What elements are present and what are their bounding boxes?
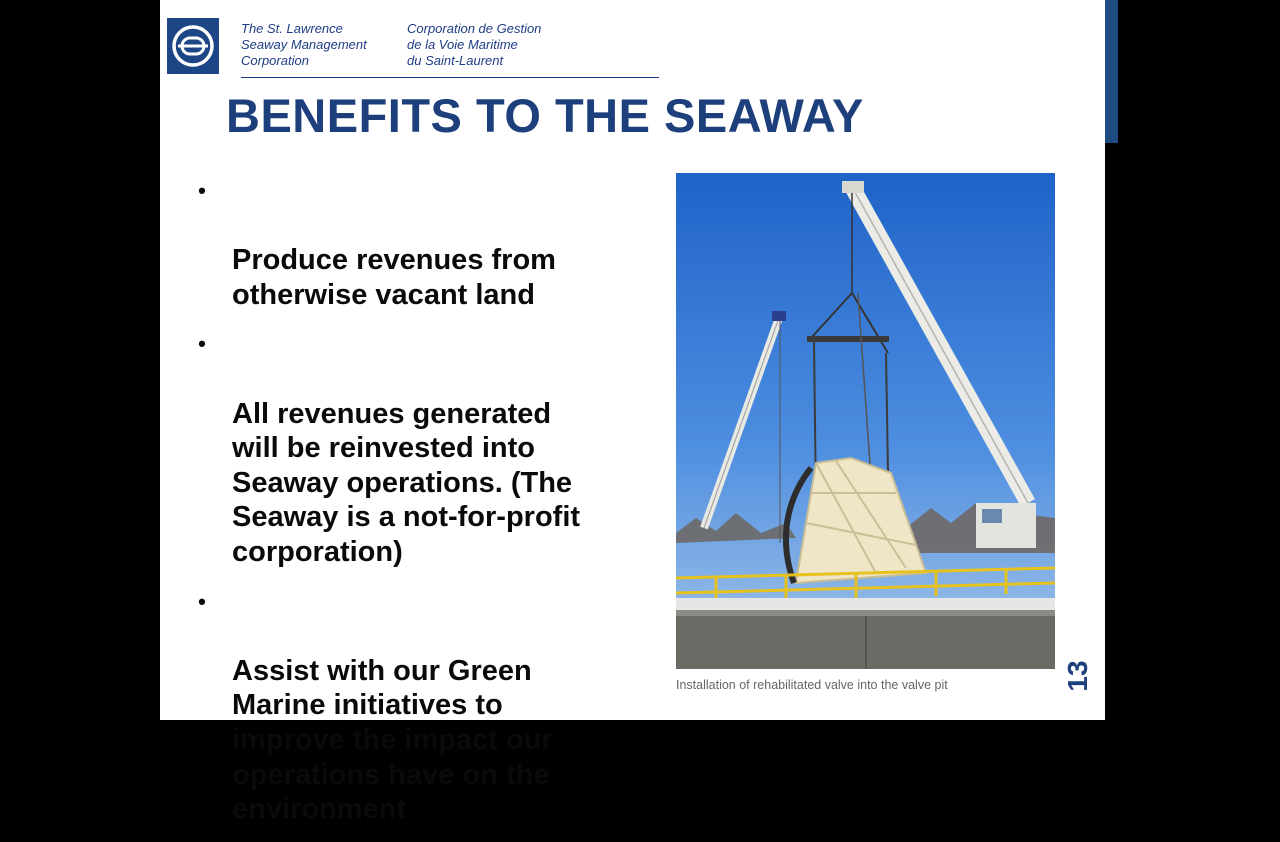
bullet-text: Produce revenues from otherwise vacant land bbox=[232, 244, 556, 311]
bullet-text: All revenues generated will be reinvested into Seaway operations. (The Seaway is a not-for-profit corporation) bbox=[232, 397, 581, 568]
slide-title: BENEFITS TO THE SEAWAY bbox=[226, 89, 864, 142]
crane-valve-photo bbox=[676, 173, 1055, 669]
org-name-french: Corporation de Gestion de la Voie Maritime du Saint-Laurent bbox=[407, 21, 542, 68]
bullet-item bbox=[195, 585, 665, 827]
bullet-dot: • bbox=[198, 588, 206, 614]
bullet-list bbox=[195, 174, 665, 842]
bullet-dot: • bbox=[198, 331, 206, 357]
slide bbox=[160, 0, 1105, 826]
bullet-item bbox=[195, 327, 665, 569]
seaway-logo-icon bbox=[167, 18, 219, 74]
bullet-item bbox=[195, 174, 665, 312]
bullet-text: Assist with our Green Marine initiatives to improve the impact our operations have on the environment bbox=[232, 654, 553, 826]
bullet-dot: • bbox=[198, 178, 206, 203]
slide-edge-accent bbox=[1105, 0, 1118, 143]
header-divider bbox=[241, 77, 659, 78]
org-name-english: The St. Lawrence Seaway Management Corporation bbox=[241, 21, 367, 68]
photo-caption: Installation of rehabilitated valve into the valve pit bbox=[676, 678, 948, 692]
page-number: 13 bbox=[1062, 660, 1093, 692]
